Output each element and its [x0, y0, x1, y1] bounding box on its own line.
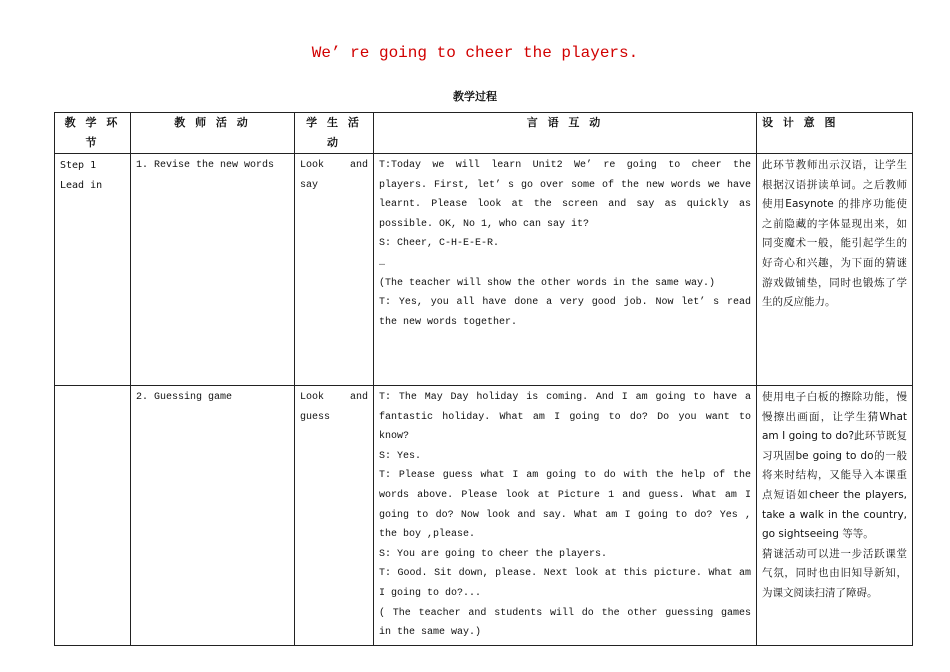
header-interaction: 言 语 互 动: [374, 113, 757, 154]
interaction-line: T:Today we will learn Unit2 We’ re going to cheer the players. First, let’ s go over some of the new words we have learnt. Please look at the screen and say as quickly as possible. OK, No 1, who can say it?: [379, 160, 751, 230]
header-teacher-activity: 教 师 活 动: [131, 113, 295, 154]
interaction-line: (The teacher will show the other words in the same way.): [379, 277, 716, 289]
interaction-cell: [374, 154, 757, 386]
design-line: 使用电子白板的擦除功能，慢慢擦出画面，让学生猜What am I going to do?此环节既复习巩固be going to do的一般将来时结构，又能导入本课重点短语如cheer the players, take a walk in the country, go sightseeing 等等。: [762, 391, 907, 541]
table-header-row: [55, 113, 913, 154]
step-cell: [55, 154, 131, 386]
header-student-activity: 学 生 活 动: [295, 113, 374, 154]
interaction-line: ( The teacher and students will do the other guessing games in the same way.): [379, 607, 751, 639]
lesson-title: We’ re going to cheer the players.: [311, 44, 639, 62]
interaction-line: T: Good. Sit down, please. Next look at this picture. What am I going to do?...: [379, 568, 751, 599]
header-step: 教 学 环 节: [55, 113, 131, 154]
teacher-activity-cell: 2. Guessing game: [131, 386, 295, 646]
header-design: 设 计 意 图: [757, 113, 913, 154]
student-activity-cell: Look and say: [295, 154, 374, 386]
table-row: [55, 386, 913, 646]
step-name: Lead in: [60, 179, 103, 191]
step-cell: [55, 386, 131, 646]
interaction-line: T: The May Day holiday is coming. And I am going to have a fantastic holiday. What am I going to do? Do you want to know?: [379, 392, 751, 443]
interaction-line: …: [379, 257, 386, 269]
interaction-line: T: Yes, you all have done a very good job. Now let’ s read the new words together.: [379, 297, 751, 328]
design-line: 猜谜活动可以进一步活跃课堂气氛，同时也由旧知导新知，为课文阅读扫清了障碍。: [762, 547, 907, 599]
interaction-cell: [374, 386, 757, 646]
interaction-line: S: You are going to cheer the players.: [379, 548, 608, 560]
lesson-plan-table: [54, 112, 913, 646]
step-label: Step 1: [60, 160, 97, 171]
section-subtitle: 教学过程: [453, 90, 497, 103]
table-row: [55, 154, 913, 386]
student-activity-cell: Look and guess: [295, 386, 374, 646]
interaction-line: S: Yes.: [379, 450, 422, 462]
interaction-line: T: Please guess what I am going to do with the help of the words above. Please look at Picture 1 and guess. What am I going to do? Now look and say. What am I going to do? Yes , the boy ,please.: [379, 470, 751, 541]
teacher-activity-cell: 1. Revise the new words: [131, 154, 295, 386]
design-cell: [757, 386, 913, 646]
design-cell: 此环节教师出示汉语，让学生根据汉语拼读单词。之后教师使用Easynote 的排序功能使之前隐藏的字体显现出来，如同变魔术一般，能引起学生的好奇心和兴趣，为下面的猜谜游戏做铺垫，同时也锻炼了学生的反应能力。: [757, 154, 913, 386]
interaction-line: S: Cheer, C-H-E-E-R.: [379, 238, 500, 250]
